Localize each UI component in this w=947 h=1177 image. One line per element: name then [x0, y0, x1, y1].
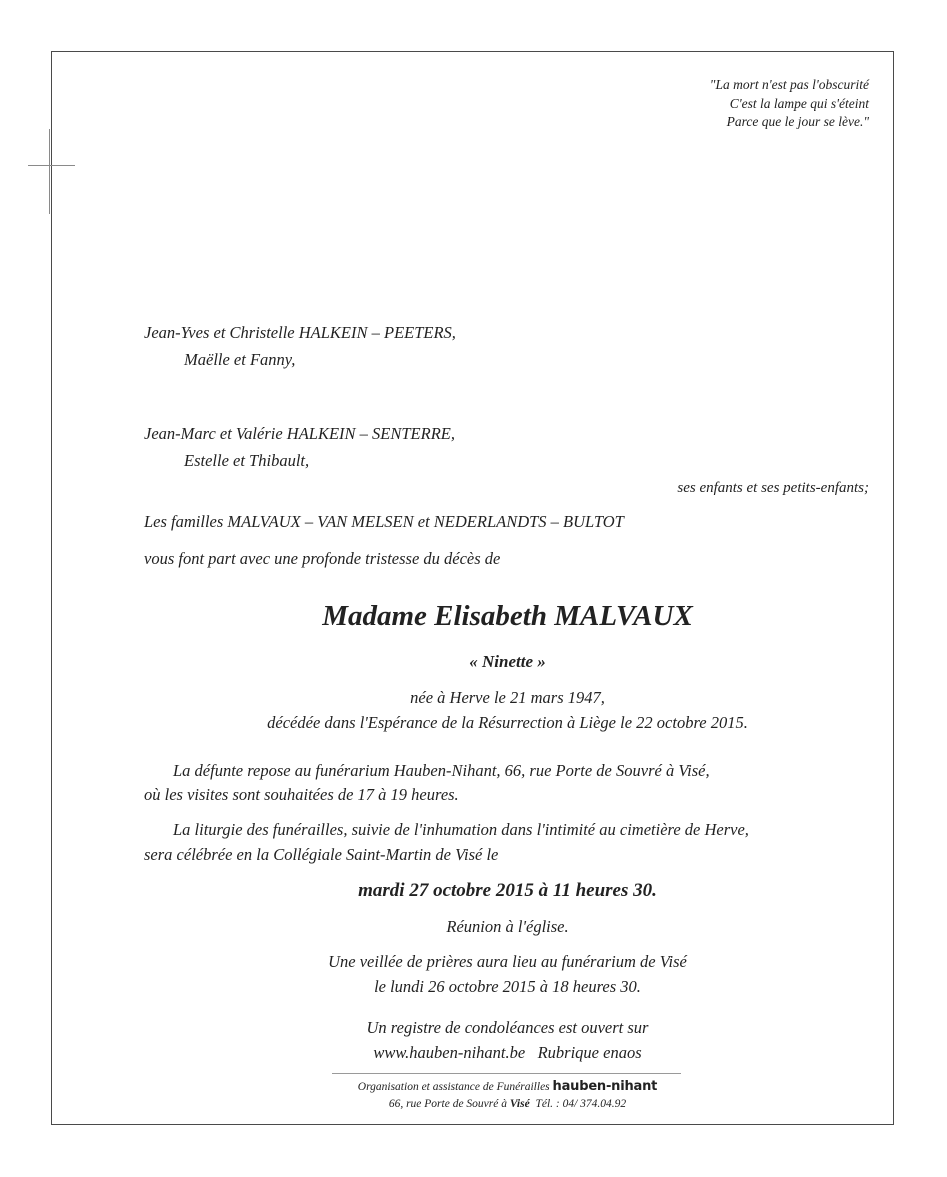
family-group-1-parents: Jean-Yves et Christelle HALKEIN – PEETERS, — [144, 323, 456, 342]
vigil-line-1: Une veillée de prières aura lieu au funérarium de Visé — [328, 952, 687, 971]
meeting-note: Réunion à l'église. — [446, 917, 569, 936]
death-info: décédée dans l'Espérance de la Résurrection à Liège le 22 octobre 2015. — [267, 713, 748, 732]
family-group-2-children: Estelle et Thibault, — [184, 451, 310, 470]
epigraph-line: C'est la lampe qui s'éteint — [729, 95, 869, 111]
repose-line-2: où les visites sont souhaitées de 17 à 19 heures. — [144, 785, 459, 804]
footer-address-prefix: 66, rue Porte de Souvré à — [388, 1098, 507, 1110]
deceased-nickname: « Ninette » — [469, 652, 546, 671]
extended-families: Les familles MALVAUX – VAN MELSEN et NEDERLANDTS – BULTOT — [144, 512, 624, 531]
epigraph-line: Parce que le jour se lève." — [726, 114, 869, 129]
epigraph — [710, 76, 869, 132]
family-group-1-children: Maëlle et Fanny, — [184, 350, 296, 369]
cross-icon — [49, 129, 50, 214]
birth-info: née à Herve le 21 mars 1947, — [410, 688, 605, 707]
register-section: Rubrique enaos — [537, 1043, 642, 1062]
register-url[interactable]: www.hauben-nihant.be — [373, 1043, 526, 1062]
cross-icon-bar — [28, 165, 75, 166]
announcement-text: vous font part avec une profonde tristesse du décès de — [144, 549, 501, 568]
funeral-home-logo: hauben-nihant — [552, 1079, 658, 1094]
family-group-2-parents: Jean-Marc et Valérie HALKEIN – SENTERRE, — [144, 424, 455, 443]
register-line-1: Un registre de condoléances est ouvert sur — [366, 1018, 649, 1037]
family-relation: ses enfants et ses petits-enfants; — [677, 480, 869, 496]
footer-address-city: Visé — [509, 1098, 530, 1110]
liturgy-line-2: sera célébrée en la Collégiale Saint-Martin de Visé le — [144, 845, 499, 864]
vigil-line-2: le lundi 26 octobre 2015 à 18 heures 30. — [374, 977, 641, 996]
footer-address — [0, 1096, 947, 1112]
footer-divider — [332, 1073, 681, 1074]
repose-line-1: La défunte repose au funérarium Hauben-Nihant, 66, rue Porte de Souvré à Visé, — [173, 761, 710, 780]
footer-organisation — [0, 1079, 947, 1095]
ceremony-date: mardi 27 octobre 2015 à 11 heures 30. — [358, 880, 657, 901]
footer-phone: Tél. : 04/ 374.04.92 — [535, 1098, 627, 1110]
liturgy-line-1: La liturgie des funérailles, suivie de l'inhumation dans l'intimité au cimetière de Herve, — [173, 820, 749, 839]
deceased-name: Madame Elisabeth MALVAUX — [322, 600, 693, 632]
epigraph-line: "La mort n'est pas l'obscurité — [709, 77, 869, 92]
register-line-2 — [0, 1043, 947, 1063]
footer-org-text: Organisation et assistance de Funérailles — [357, 1081, 550, 1093]
